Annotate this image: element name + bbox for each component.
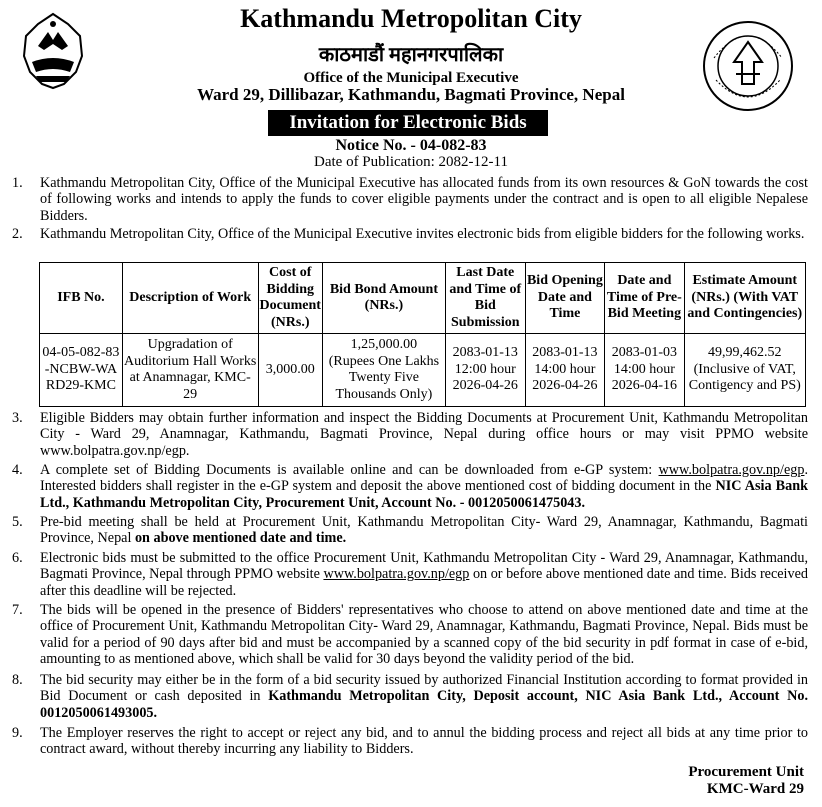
estimate-amount: 49,99,462.52 bbox=[708, 345, 782, 361]
item-number: 1. bbox=[12, 175, 23, 191]
office-name: Office of the Municipal Executive bbox=[303, 70, 519, 86]
last-time: 12:00 hour bbox=[454, 361, 516, 377]
egp-link[interactable]: www.bolpatra.gov.np/egp bbox=[658, 462, 805, 478]
prebid-date: 2083-01-03 bbox=[611, 345, 678, 361]
item-text: Eligible Bidders may obtain further information and inspect the Bidding Documents at Procurement Unit, Kathmandu Metropolitan City - Ward 29, Anamnagar, Kathmandu, Bagmati Province, Nepal during office hours or may visit PPMO website www.bolpatra.gov.np/egp. bbox=[40, 410, 808, 459]
list-item bbox=[12, 725, 808, 758]
right-seal-icon bbox=[700, 18, 796, 114]
item-number: 5. bbox=[12, 514, 23, 530]
item-number: 6. bbox=[12, 550, 23, 566]
notice-number: Notice No. - 04-082-83 bbox=[335, 137, 487, 154]
opening-date: 2083-01-13 bbox=[532, 345, 598, 361]
list-item bbox=[12, 175, 808, 224]
item-text: . Interested bidders shall register in the e-GP system and deposit the above mentioned cost of bidding document in the bbox=[40, 462, 808, 495]
column-header: Date and Time of Pre-Bid Meeting bbox=[605, 263, 684, 334]
signature-line-2: KMC-Ward 29 bbox=[706, 781, 804, 797]
list-item bbox=[12, 514, 808, 547]
ward-address: Ward 29, Dillibazar, Kathmandu, Bagmati Province, Nepal bbox=[197, 85, 625, 104]
item-text: The Employer reserves the right to accept or reject any bid, and to annul the bidding process and reject all bids at any time prior to contract award, without thereby incurring any liability to Bidders. bbox=[40, 725, 808, 758]
item-text: Kathmandu Metropolitan City, Office of the Municipal Executive invites electronic bids from eligible bidders for the following works. bbox=[40, 226, 805, 242]
prebid-time: 14:00 hour bbox=[613, 361, 675, 377]
item-number: 2. bbox=[12, 226, 23, 242]
opening-date-cell bbox=[525, 334, 604, 407]
column-header: Cost of Bidding Document (NRs.) bbox=[258, 263, 322, 334]
item-text: Kathmandu Metropolitan City, Office of the Municipal Executive has allocated funds from its own resources & GoN towards the cost of following works and intends to apply the funds to cover eligible payments under the contract and is open to all eligible Nepalese Bidders. bbox=[40, 175, 808, 224]
column-header: Bid Bond Amount (NRs.) bbox=[322, 263, 445, 334]
bold-text: on above mentioned date and time. bbox=[134, 530, 347, 547]
signature-line-1: Procurement Unit bbox=[688, 764, 804, 780]
last-date-cell bbox=[445, 334, 525, 407]
nepali-title: काठमाडौं महानगरपालिका bbox=[318, 44, 504, 66]
item-number: 3. bbox=[12, 410, 23, 426]
prebid-date-cell bbox=[605, 334, 684, 407]
deposit-account-text: Kathmandu Metropolitan City, Deposit account, NIC Asia Bank Ltd., Account No. 0012050061493005. bbox=[40, 688, 808, 721]
item-number: 7. bbox=[12, 602, 23, 618]
item-text: Electronic bids must be submitted to the office Procurement Unit, Kathmandu Metropolitan City - Ward 29, Anamnagar, Kathmandu, Bagmati Province, Nepal through PPMO website bbox=[40, 550, 808, 583]
ifb-cell: 04-05-082-83-NCBW-WARD29-KMC bbox=[40, 334, 123, 407]
item-number: 4. bbox=[12, 462, 23, 478]
table-header-row bbox=[40, 263, 806, 334]
list-item bbox=[12, 410, 808, 459]
column-header: Description of Work bbox=[122, 263, 258, 334]
bid-bond-cell bbox=[322, 334, 445, 407]
item-text: A complete set of Bidding Documents is available online and can be downloaded from e-GP system: bbox=[40, 462, 659, 478]
egp-link[interactable]: www.bolpatra.gov.np/egp bbox=[323, 566, 470, 583]
list-item bbox=[12, 602, 808, 668]
item-text: The bids will be opened in the presence of Bidders' representatives who choose to attend on above mentioned date and time at the office of Procurement Unit, Kathmandu Metropolitan City- Ward 29, Anamnagar, Kathmandu, Bagmati Province, Nepal. Bids must be valid for a period of 90 days after bid and must be accompanied by a scanned copy of the bid security in pdf format in case of e-bid, amounting to as mentioned above, which shall be valid for 30 days beyond the validity period of the bid. bbox=[40, 602, 808, 668]
table-row bbox=[40, 334, 806, 407]
column-header: Last Date and Time of Bid Submission bbox=[445, 263, 525, 334]
bank-account-text: NIC Asia Bank Ltd., Kathmandu Metropolitan City, Procurement Unit, Account No. - 0012050061475043. bbox=[40, 478, 808, 511]
opening-time: 14:00 hour bbox=[534, 361, 596, 377]
item-text: Pre-bid meeting shall be held at Procurement Unit, Kathmandu Metropolitan City- Ward 29, Anamnagar, Kathmandu, Bagmati Province, Nepal bbox=[40, 514, 808, 547]
item-number: 8. bbox=[12, 672, 23, 688]
bid-bond-words: (Rupees One Lakhs Twenty Five Thousands Only) bbox=[328, 353, 440, 402]
list-item bbox=[12, 550, 808, 599]
estimate-note: (Inclusive of VAT, Contigency and PS) bbox=[688, 361, 801, 394]
last-date: 2083-01-13 bbox=[452, 345, 518, 361]
list-item bbox=[12, 672, 808, 721]
page-title: Kathmandu Metropolitan City bbox=[240, 4, 582, 33]
publication-date: Date of Publication: 2082-12-11 bbox=[314, 154, 508, 170]
description-cell: Upgradation of Auditorium Hall Works at Anamnagar, KMC-29 bbox=[122, 334, 258, 407]
cost-cell: 3,000.00 bbox=[258, 334, 322, 407]
list-item bbox=[12, 226, 808, 242]
signature-block bbox=[560, 764, 804, 798]
column-header: IFB No. bbox=[40, 263, 123, 334]
bid-bond-amount: 1,25,000.00 bbox=[350, 337, 418, 352]
list-item bbox=[12, 462, 808, 511]
opening-date-ad: 2026-04-26 bbox=[532, 378, 598, 394]
invitation-banner: Invitation for Electronic Bids bbox=[268, 110, 548, 136]
estimate-cell bbox=[684, 334, 805, 407]
last-date-ad: 2026-04-26 bbox=[452, 378, 518, 394]
column-header: Bid Opening Date and Time bbox=[525, 263, 604, 334]
bids-table bbox=[39, 262, 806, 407]
prebid-date-ad: 2026-04-16 bbox=[611, 378, 678, 394]
item-text: on or before above mentioned date and time. Bids received after this deadline will be rejected. bbox=[40, 566, 808, 599]
item-number: 9. bbox=[12, 725, 23, 741]
item-text: The bid security may either be in the form of a bid security issued by authorized Financial Institution according to format provided in Bid Document or cash deposited in bbox=[40, 672, 808, 705]
column-header: Estimate Amount (NRs.) (With VAT and Contingencies) bbox=[684, 263, 805, 334]
